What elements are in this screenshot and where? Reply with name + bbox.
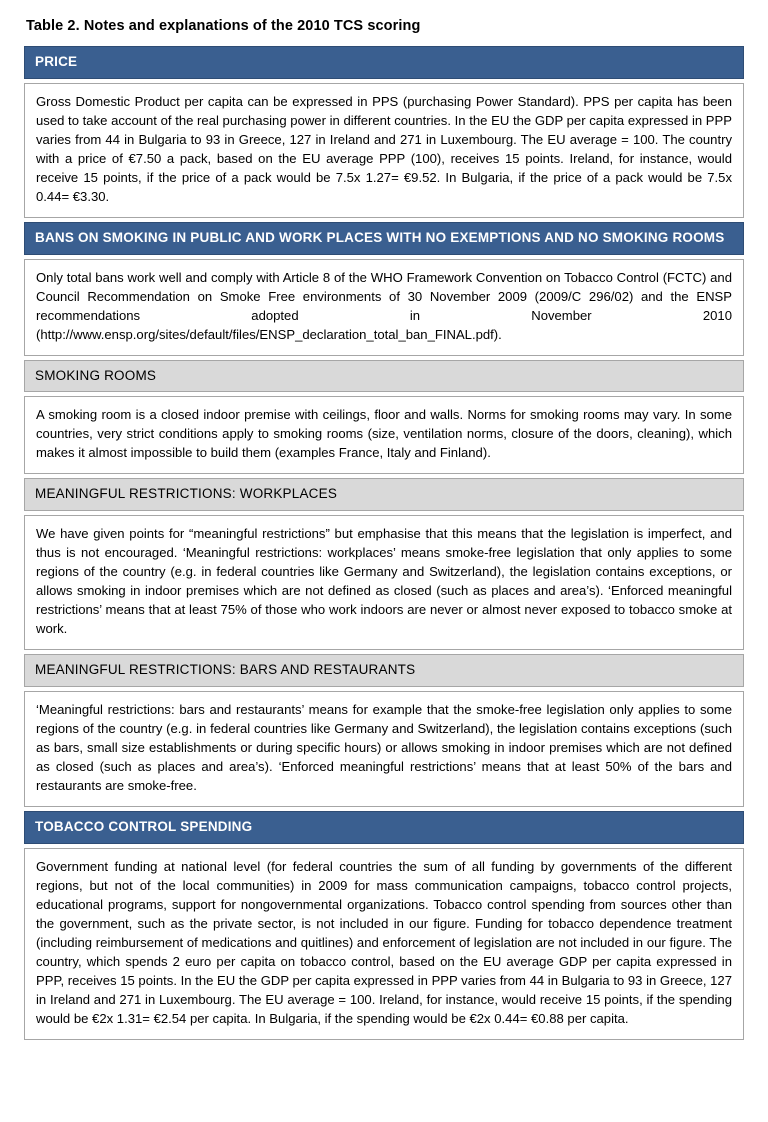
section-body-price: Gross Domestic Product per capita can be expressed in PPS (purchasing Power Standard). PPS per capita has been used to take account of the real purchasing power in different countries. In the EU the GDP per capita expressed in PPP varies from 44 in Bulgaria to 93 in Greece, 127 in Ireland and 271 in Luxembourg. The EU average = 100. The country with a price of €7.50 a pack, based on the EU average PPP (100), receives 15 points. Ireland, for instance, would receive 15 points, if the price of a pack would be 7.5x 1.27= €9.52. In Bulgaria, if the price of a pack would be 7.5x 0.44= €3.30.	[24, 83, 744, 218]
section-heading-tobacco-control-spending: TOBACCO CONTROL SPENDING	[24, 811, 744, 844]
section-body-meaningful-restrictions-workplaces: We have given points for “meaningful restrictions” but emphasise that this means that the legislation is imperfect, and thus is not encouraged. ‘Meaningful restrictions: workplaces’ means smoke-free legislation that only applies to some regions of the country (e.g. in federal countries like Germany and Switzerland), the legislation contains exceptions, or allows smoking in indoor premises which are not defined as closed (such as places and area’s). ‘Enforced meaningful restrictions’ means that at least 75% of those who work indoors are never or almost never exposed to tobacco smoke at work.	[24, 515, 744, 650]
table-caption: Table 2. Notes and explanations of the 2010 TCS scoring	[26, 18, 421, 34]
section-body-bans-on-smoking: Only total bans work well and comply with Article 8 of the WHO Framework Convention on Tobacco Control (FCTC) and Council Recommendation on Smoke Free environments of 30 November 2009 (2009/C 296/02) and the ENSP recommendations adopted in November 2010 (http://www.ensp.org/sites/default/files/ENSP_declaration_total_ban_FINAL.pdf).	[24, 259, 744, 356]
section-body-smoking-rooms: A smoking room is a closed indoor premise with ceilings, floor and walls. Norms for smoking rooms may vary. In some countries, very strict conditions apply to smoking rooms (size, ventilation norms, closure of the doors, cleaning), which makes it almost impossible to build them (examples France, Italy and Finland).	[24, 396, 744, 474]
section-body-tobacco-control-spending: Government funding at national level (for federal countries the sum of all funding by governments of the different regions, but not of the local communities) in 2009 for mass communication campaigns, tobacco control projects, educational programs, support for nongovernmental organizations. Tobacco control spending from sources other than the government, such as the private sector, is not included in our figure. Funding for tobacco dependence treatment (including reimbursement of medications and quitlines) and enforcement of legislation are not included in our figure. The country, which spends 2 euro per capita on tobacco control, based on the EU average GDP per capita expressed in PPP, receives 15 points. In the EU the GDP per capita expressed in PPP varies from 44 in Bulgaria to 93 in Greece, 127 in Ireland and 271 in Luxembourg. The EU average = 100. Ireland, for instance, would receive 15 points, if the spending would be €2x 1.31= €2.54 per capita. In Bulgaria, if the spending would be €2x 0.44= €0.88 per capita.	[24, 848, 744, 1040]
section-body-meaningful-restrictions-bars-restaurants: ‘Meaningful restrictions: bars and restaurants’ means for example that the smoke-free legislation only applies to some regions of the country (e.g. in federal countries like Germany and Switzerland), the legislation contains exceptions (such as bars, small size establishments or during specific hours) or allows smoking in indoor premises which are not defined as closed (such as places and area’s). ‘Enforced meaningful restrictions’ means that at least 50% of the bars and restaurants are smoke-free.	[24, 691, 744, 807]
notes-table	[24, 46, 744, 1040]
section-heading-price: PRICE	[24, 46, 744, 79]
section-heading-smoking-rooms: SMOKING ROOMS	[24, 360, 744, 393]
section-heading-meaningful-restrictions-workplaces: MEANINGFUL RESTRICTIONS: WORKPLACES	[24, 478, 744, 511]
section-heading-bans-on-smoking: BANS ON SMOKING IN PUBLIC AND WORK PLACES WITH NO EXEMPTIONS AND NO SMOKING ROOMS	[24, 222, 744, 255]
section-heading-meaningful-restrictions-bars-restaurants: MEANINGFUL RESTRICTIONS: BARS AND RESTAURANTS	[24, 654, 744, 687]
